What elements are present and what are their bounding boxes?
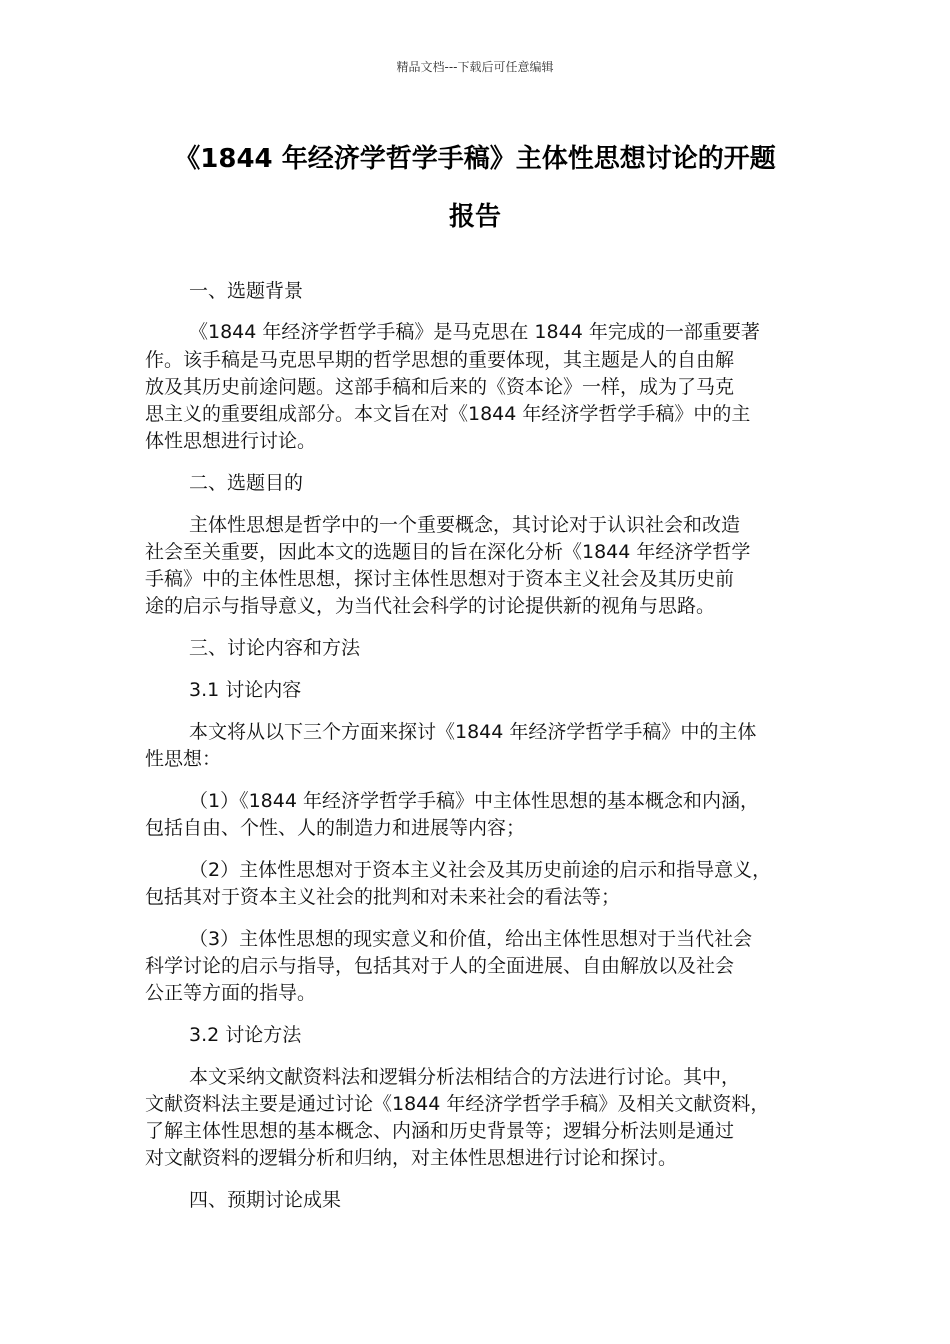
body-text-line: 包括自由、个性、人的制造力和进展等内容； bbox=[145, 817, 526, 839]
body-text-line: 三、讨论内容和方法 bbox=[189, 637, 361, 659]
body-text-line: （2）主体性思想对于资本主义社会及其历史前途的启示和指导意义， bbox=[189, 859, 772, 881]
body-text-line: 本文采纳文献资料法和逻辑分析法相结合的方法进行讨论。其中， bbox=[189, 1066, 741, 1088]
body-text-line: 四、预期讨论成果 bbox=[189, 1189, 342, 1211]
body-text-line: 了解主体性思想的基本概念、内涵和历史背景等；逻辑分析法则是通过 bbox=[145, 1120, 735, 1142]
body-text-line: 包括其对于资本主义社会的批判和对未来社会的看法等； bbox=[145, 886, 621, 908]
body-text-line: 思主义的重要组成部分。本文旨在对《1844 年经济学哲学手稿》中的主 bbox=[145, 403, 751, 425]
body-text-line: 本文将从以下三个方面来探讨《1844 年经济学哲学手稿》中的主体 bbox=[189, 721, 757, 743]
header-note: 精品文档---下载后可任意编辑 bbox=[396, 60, 554, 74]
body-text-line: 作。该手稿是马克思早期的哲学思想的重要体现，其主题是人的自由解 bbox=[145, 349, 735, 371]
body-text-line: （3）主体性思想的现实意义和价值，给出主体性思想对于当代社会 bbox=[189, 928, 753, 950]
body-text-line: 主体性思想是哲学中的一个重要概念，其讨论对于认识社会和改造 bbox=[189, 514, 741, 536]
body-text-line: 3.2 讨论方法 bbox=[189, 1024, 302, 1046]
body-text-line: 对文献资料的逻辑分析和归纳，对主体性思想进行讨论和探讨。 bbox=[145, 1147, 678, 1169]
body-text-line: 公正等方面的指导。 bbox=[145, 982, 317, 1004]
body-text-line: 一、选题背景 bbox=[189, 280, 304, 302]
body-text-line: 放及其历史前途问题。这部手稿和后来的《资本论》一样，成为了马克 bbox=[145, 376, 735, 398]
body-text-line: 二、选题目的 bbox=[189, 472, 304, 494]
body-text-line: （1）《1844 年经济学哲学手稿》中主体性思想的基本概念和内涵， bbox=[189, 790, 759, 812]
body-text-line: 社会至关重要，因此本文的选题目的旨在深化分析《1844 年经济学哲学 bbox=[145, 541, 751, 563]
body-text-line: 手稿》中的主体性思想，探讨主体性思想对于资本主义社会及其历史前 bbox=[145, 568, 735, 590]
body-text-line: 3.1 讨论内容 bbox=[189, 679, 302, 701]
body-text-line: 文献资料法主要是通过讨论《1844 年经济学哲学手稿》及相关文献资料， bbox=[145, 1093, 770, 1115]
body-text-line: 体性思想进行讨论。 bbox=[145, 430, 317, 452]
document-title-line-2: 报告 bbox=[448, 202, 501, 232]
body-text-line: 性思想： bbox=[145, 748, 222, 770]
document-title-line-1: 《1844 年经济学哲学手稿》主体性思想讨论的开题 bbox=[174, 144, 776, 174]
body-text-line: 途的启示与指导意义，为当代社会科学的讨论提供新的视角与思路。 bbox=[145, 595, 716, 617]
body-text-line: 《1844 年经济学哲学手稿》是马克思在 1844 年完成的一部重要著 bbox=[189, 321, 760, 343]
body-text-line: 科学讨论的启示与指导，包括其对于人的全面进展、自由解放以及社会 bbox=[145, 955, 735, 977]
